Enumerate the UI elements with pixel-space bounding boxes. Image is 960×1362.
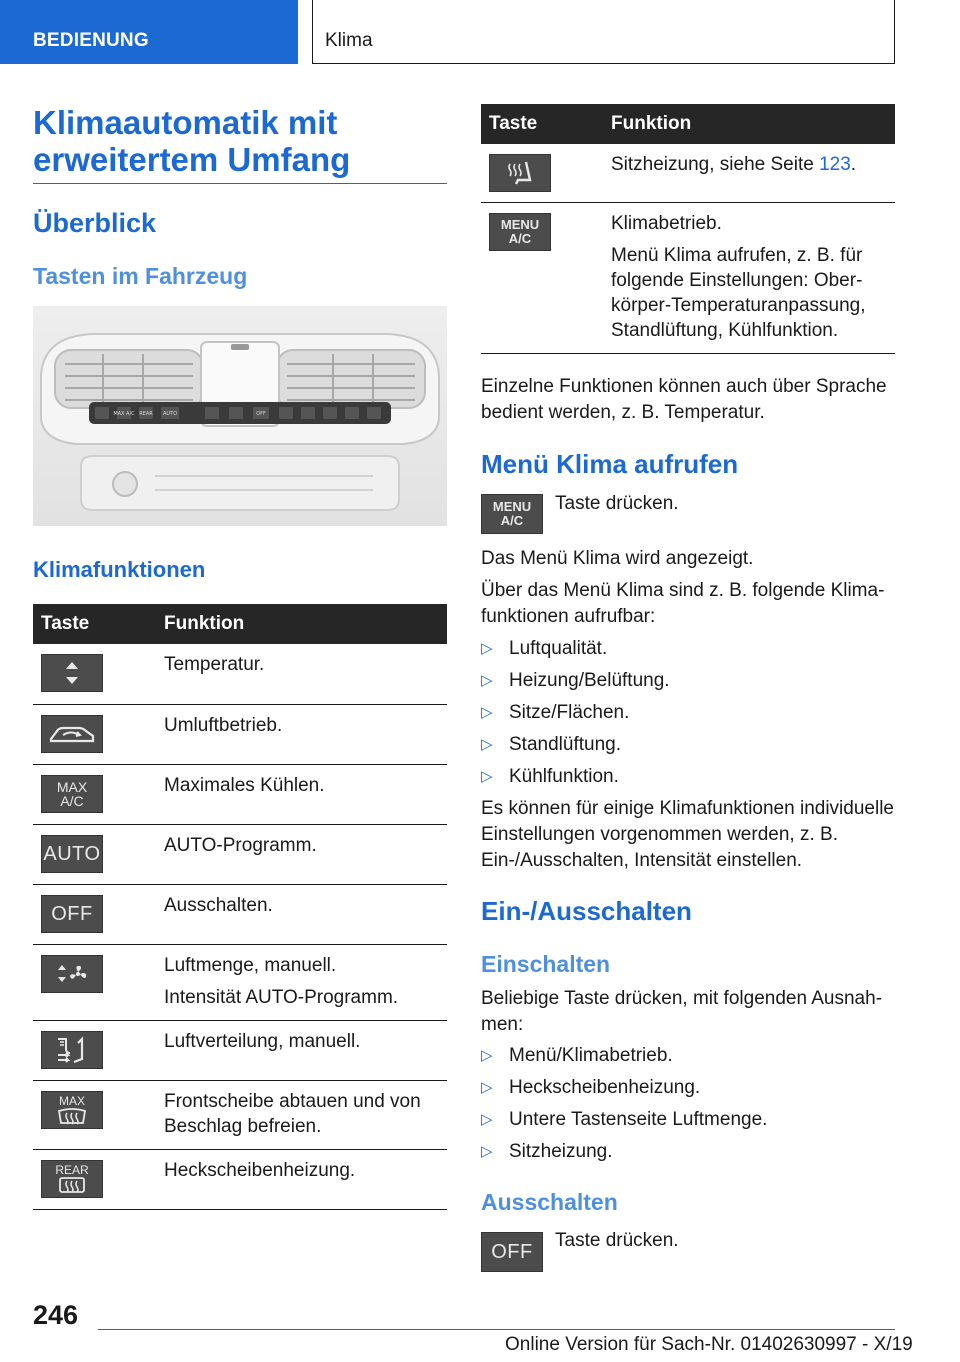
off-heading: Ausschalten [481, 1189, 618, 1215]
off-icon: OFF [41, 895, 103, 933]
column-header-function: Funktion [603, 104, 895, 144]
column-header-key: Taste [33, 604, 156, 644]
column-header-function: Funktion [156, 604, 447, 644]
exception-list [481, 1043, 767, 1171]
function-text: Heckscheibenheizung. [164, 1159, 356, 1181]
temperature-arrows-icon [41, 654, 103, 692]
press-instruction: Taste drücken. [555, 493, 679, 514]
recirculation-car-icon [41, 715, 103, 753]
list-item: ▷ Luftqualität. [481, 636, 670, 668]
triangle-bullet-icon: ▷ [481, 1047, 493, 1064]
triangle-bullet-icon: ▷ [481, 672, 493, 689]
list-item: ▷ Sitze/Flächen. [481, 700, 670, 732]
table-row [33, 884, 447, 944]
page-title: Klimaautomatik mit erweitertem Umfang [33, 104, 447, 184]
on-text: Beliebige Taste drücken, mit folgenden Ausnahmen: [481, 988, 883, 1035]
table-row [33, 1080, 447, 1149]
function-text: Intensität AUTO-Programm. [164, 986, 399, 1008]
onoff-heading: Ein-/Ausschalten [481, 896, 692, 926]
triangle-bullet-icon: ▷ [481, 768, 493, 785]
triangle-bullet-icon: ▷ [481, 736, 493, 753]
fan-speed-icon [41, 955, 103, 993]
menu-ac-icon: MENU A/C [489, 213, 551, 251]
table-row [33, 764, 447, 824]
function-text: AUTO-Programm. [164, 834, 317, 856]
page-link[interactable]: 123 [819, 154, 851, 175]
function-text: Sitzheizung, siehe Seite 123. [611, 154, 857, 175]
table-row [33, 944, 447, 1020]
table-row [33, 1020, 447, 1080]
auto-icon: AUTO [41, 835, 103, 873]
section-tab: BEDIENUNG [0, 0, 298, 64]
function-text: Luftverteilung, manuell. [164, 1030, 361, 1052]
menu-ac-key [481, 494, 543, 534]
overview-heading: Überblick [33, 208, 157, 238]
dash-key-maxac: MAX A/C [113, 411, 135, 417]
voice-control-text: Einzelne Funktionen können auch über Sprache bedient werden, z. B. Temperatur. [481, 376, 887, 423]
list-item: ▷ Standlüftung. [481, 732, 670, 764]
triangle-bullet-icon: ▷ [481, 1111, 493, 1128]
list-item: ▷ Heckscheibenheizung. [481, 1075, 767, 1107]
triangle-bullet-icon: ▷ [481, 640, 493, 657]
function-text: Menü Klima aufrufen, z. B. für folgende Einstellungen: Oberkörper-Temperaturanpassung, Standlüftung, Kühlfunktion. [611, 244, 866, 341]
list-item: ▷ Sitzheizung. [481, 1139, 767, 1171]
menu-heading: Menü Klima aufrufen [481, 449, 739, 479]
list-item: ▷ Heizung/Belüftung. [481, 668, 670, 700]
table-row [33, 704, 447, 764]
list-item: ▷ Kühlfunktion. [481, 764, 670, 796]
chapter-tab: Klima [312, 0, 895, 64]
seat-heating-icon [489, 154, 551, 192]
max-ac-icon: MAX A/C [41, 775, 103, 813]
function-text: Klimabetrieb. [611, 212, 722, 234]
air-distribution-icon [41, 1031, 103, 1069]
max-defrost-icon: MAX [41, 1091, 103, 1129]
dash-key-rear: REAR [139, 411, 153, 417]
function-text: Maximales Kühlen. [164, 774, 325, 796]
table-row [481, 144, 895, 202]
menu-shown-text: Das Menü Klima wird angezeigt. [481, 548, 754, 569]
list-item: ▷ Menü/Klimabetrieb. [481, 1043, 767, 1075]
table-row [481, 202, 895, 353]
table-row [33, 824, 447, 884]
on-heading: Einschalten [481, 951, 611, 977]
dashboard-illustration [33, 306, 447, 526]
off-press-instruction: Taste drücken. [555, 1230, 679, 1251]
menu-outro-text: Es können für einige Klimafunktionen individuelle Einstellungen vorgenommen werden, z. B. Ein-/Ausschalten, Intensität einstellen. [481, 798, 894, 871]
functions-heading: Klimafunktionen [33, 557, 206, 582]
off-icon: OFF [481, 1232, 543, 1272]
triangle-bullet-icon: ▷ [481, 1079, 493, 1096]
function-text: Ausschalten. [164, 894, 273, 916]
menu-ac-icon: MENU A/C [481, 494, 543, 534]
function-text: Frontscheibe abtauen und von Beschlag befreien. [164, 1090, 421, 1137]
column-header-key: Taste [481, 104, 603, 144]
rear-defrost-icon: REAR [41, 1160, 103, 1198]
buttons-heading: Tasten im Fahrzeug [33, 263, 248, 289]
page-number: 246 [33, 1300, 79, 1330]
dashboard-drawing [33, 306, 447, 526]
menu-function-list [481, 636, 670, 796]
table-row [33, 644, 447, 704]
triangle-bullet-icon: ▷ [481, 704, 493, 721]
function-text: Umluftbetrieb. [164, 714, 283, 736]
function-text: Temperatur. [164, 654, 265, 675]
table-row [33, 1149, 447, 1209]
dash-key-off: OFF [256, 411, 266, 417]
off-key [481, 1232, 543, 1272]
functions-table [33, 604, 447, 1210]
dash-key-auto: AUTO [162, 411, 178, 417]
functions-table-continued [481, 104, 895, 354]
list-item: ▷ Untere Tastenseite Luftmenge. [481, 1107, 767, 1139]
footer-text: Online Version für Sach-Nr. 01402630997 - X/19 [505, 1334, 913, 1355]
triangle-bullet-icon: ▷ [481, 1143, 493, 1160]
menu-intro-text: Über das Menü Klima sind z. B. folgende Klimafunktionen aufrufbar: [481, 580, 885, 627]
function-text: Luftmenge, manuell. [164, 954, 337, 976]
footer-divider [98, 1329, 895, 1330]
